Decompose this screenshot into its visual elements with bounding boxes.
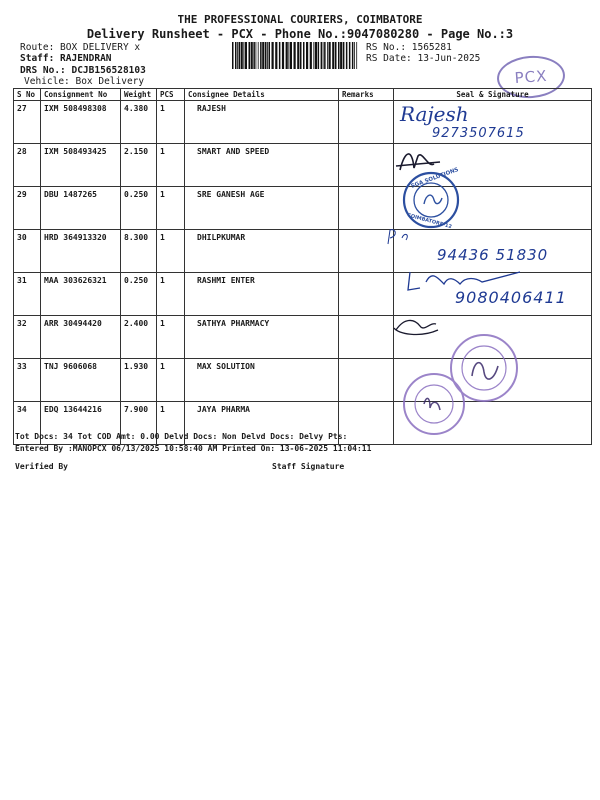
barcode-bar (290, 42, 292, 69)
row-sno: 32 (14, 316, 41, 359)
barcode-bar (346, 42, 348, 69)
row-consignment-no: ARR 30494420 (41, 316, 121, 359)
barcode-bar (327, 42, 328, 69)
barcode-bar (258, 42, 259, 69)
barcode-bar (245, 42, 247, 69)
barcode-bar (249, 42, 251, 69)
barcode-bar (265, 42, 267, 69)
row-weight: 2.400 (121, 316, 157, 359)
row-consignee: DHILPKUMAR (185, 230, 339, 273)
runsheet-table (13, 88, 592, 445)
col-consignee: Consignee Details (185, 89, 339, 101)
barcode-bar (286, 42, 288, 69)
col-signature: Seal & Signature (394, 89, 592, 101)
row-seal-signature (394, 273, 592, 316)
row-sno: 31 (14, 273, 41, 316)
row-sno: 34 (14, 402, 41, 445)
table-row (14, 144, 592, 187)
handwritten-phone-row31: 9080406411 (455, 288, 567, 307)
barcode-bar (338, 42, 340, 69)
barcode-bar (352, 42, 354, 69)
barcode-bar (343, 42, 345, 69)
barcode-bar (323, 42, 324, 69)
row-weight: 1.930 (121, 359, 157, 402)
barcode-bar (321, 42, 323, 69)
table-row (14, 359, 592, 402)
table-row (14, 273, 592, 316)
table-row (14, 316, 592, 359)
row-seal-signature (394, 187, 592, 230)
row-remarks (339, 144, 394, 187)
barcode-bar (235, 42, 237, 69)
barcode-bar (243, 42, 244, 69)
barcode-bar (329, 42, 331, 69)
row-consignment-no: DBU 1487265 (41, 187, 121, 230)
entered-by-line: Entered By :MANOPCX 06/13/2025 10:58:40 AM Printed On: 13-06-2025 11:04:11 (15, 444, 372, 453)
row-pcs: 1 (157, 273, 185, 316)
barcode-bar (256, 42, 257, 69)
totals-line: Tot Docs: 34 Tot COD Amt: 0.00 Delvd Docs: Non Delvd Docs: Delvy Pts: (15, 432, 348, 441)
row-consignment-no: IXM 508498308 (41, 101, 121, 144)
row-remarks (339, 316, 394, 359)
row-seal-signature (394, 402, 592, 445)
row-consignment-no: HRD 364913320 (41, 230, 121, 273)
row-weight: 0.250 (121, 187, 157, 230)
company-title: THE PROFESSIONAL COURIERS, COIMBATORE (177, 13, 423, 26)
runsheet-title: Delivery Runsheet - PCX - Phone No.:9047080280 - Page No.:3 (86, 27, 514, 41)
barcode-bar (288, 42, 289, 69)
rs-number: RS No.: 1565281 (366, 42, 452, 53)
barcode-bar (279, 42, 281, 69)
barcode-bar (237, 42, 238, 69)
barcode-bar (354, 42, 355, 69)
barcode-bar (275, 42, 277, 69)
barcode-bar (340, 42, 342, 69)
handwritten-phone-row30: 94436 51830 (437, 246, 549, 264)
pcx-stamp: PCX (496, 54, 567, 101)
barcode-bar (324, 42, 326, 69)
barcode-bar (239, 42, 241, 69)
row-pcs: 1 (157, 187, 185, 230)
row-consignee: SRE GANESH AGE (185, 187, 339, 230)
barcode-bar (332, 42, 334, 69)
barcode-bar (251, 42, 253, 69)
barcode-bar (241, 42, 243, 69)
row-consignee: RAJESH (185, 101, 339, 144)
row-consignment-no: MAA 303626321 (41, 273, 121, 316)
col-remarks: Remarks (339, 89, 394, 101)
barcode-bar (313, 42, 314, 69)
barcode-bar (294, 42, 296, 69)
row-seal-signature (394, 359, 592, 402)
barcode-bar (300, 42, 302, 69)
barcode-bar (260, 42, 262, 69)
barcode-bar (269, 42, 271, 69)
row-remarks (339, 359, 394, 402)
barcode-bar (356, 42, 357, 69)
row-seal-signature (394, 101, 592, 144)
row-consignment-no: EDQ 13644216 (41, 402, 121, 445)
barcode (232, 42, 360, 69)
barcode-bar (303, 42, 305, 69)
col-weight: Weight (121, 89, 157, 101)
barcode-bar (232, 42, 234, 69)
row-sno: 27 (14, 101, 41, 144)
row-seal-signature (394, 316, 592, 359)
table-row (14, 187, 592, 230)
staff-signature-label: Staff Signature (272, 462, 345, 471)
barcode-bar (253, 42, 255, 69)
drs-number: DRS No.: DCJB156528103 (20, 65, 146, 76)
row-consignment-no: TNJ 9606068 (41, 359, 121, 402)
barcode-bar (262, 42, 264, 69)
barcode-bar (310, 42, 312, 69)
barcode-bar (335, 42, 337, 69)
rs-date: RS Date: 13-Jun-2025 (366, 53, 481, 64)
row-pcs: 1 (157, 144, 185, 187)
row-consignee: JAYA PHARMA (185, 402, 339, 445)
row-consignee: SMART AND SPEED (185, 144, 339, 187)
row-remarks (339, 101, 394, 144)
barcode-bar (306, 42, 308, 69)
vehicle-label: Vehicle: Box Delivery (24, 76, 145, 87)
verified-by-label: Verified By (15, 462, 68, 471)
barcode-bar (282, 42, 284, 69)
barcode-bar (297, 42, 299, 69)
row-sno: 29 (14, 187, 41, 230)
row-sno: 28 (14, 144, 41, 187)
sga-stamp-city: COIMBATORE-12 (406, 212, 453, 231)
barcode-bar (272, 42, 274, 69)
sga-stamp-text: SGA SOLUTIONS (410, 166, 460, 190)
row-consignment-no: IXM 508493425 (41, 144, 121, 187)
barcode-bar (318, 42, 320, 69)
barcode-bar (315, 42, 317, 69)
row-weight: 4.380 (121, 101, 157, 144)
col-consignment: Consignment No (41, 89, 121, 101)
row-seal-signature (394, 230, 592, 273)
staff-label: Staff: RAJENDRAN (20, 53, 112, 64)
row-sno: 30 (14, 230, 41, 273)
row-pcs: 1 (157, 359, 185, 402)
barcode-bar (349, 42, 351, 69)
col-sno: S No (14, 89, 41, 101)
row-weight: 7.900 (121, 402, 157, 445)
row-pcs: 1 (157, 101, 185, 144)
row-pcs: 1 (157, 402, 185, 445)
row-remarks (339, 187, 394, 230)
row-seal-signature (394, 144, 592, 187)
row-weight: 2.150 (121, 144, 157, 187)
barcode-bar (267, 42, 268, 69)
row-weight: 0.250 (121, 273, 157, 316)
handwritten-name-rajesh: Rajesh (400, 102, 469, 126)
row-remarks (339, 230, 394, 273)
row-consignee: SATHYA PHARMACY (185, 316, 339, 359)
row-pcs: 1 (157, 230, 185, 273)
row-consignee: MAX SOLUTION (185, 359, 339, 402)
route-label: Route: BOX DELIVERY x (20, 42, 141, 53)
handwritten-phone-row27: 9273507615 (432, 126, 525, 141)
col-pcs: PCS (157, 89, 185, 101)
row-consignee: RASHMI ENTER (185, 273, 339, 316)
row-pcs: 1 (157, 316, 185, 359)
table-row (14, 230, 592, 273)
table-row (14, 101, 592, 144)
row-remarks (339, 273, 394, 316)
row-sno: 33 (14, 359, 41, 402)
row-weight: 8.300 (121, 230, 157, 273)
table-header-row (14, 89, 592, 101)
